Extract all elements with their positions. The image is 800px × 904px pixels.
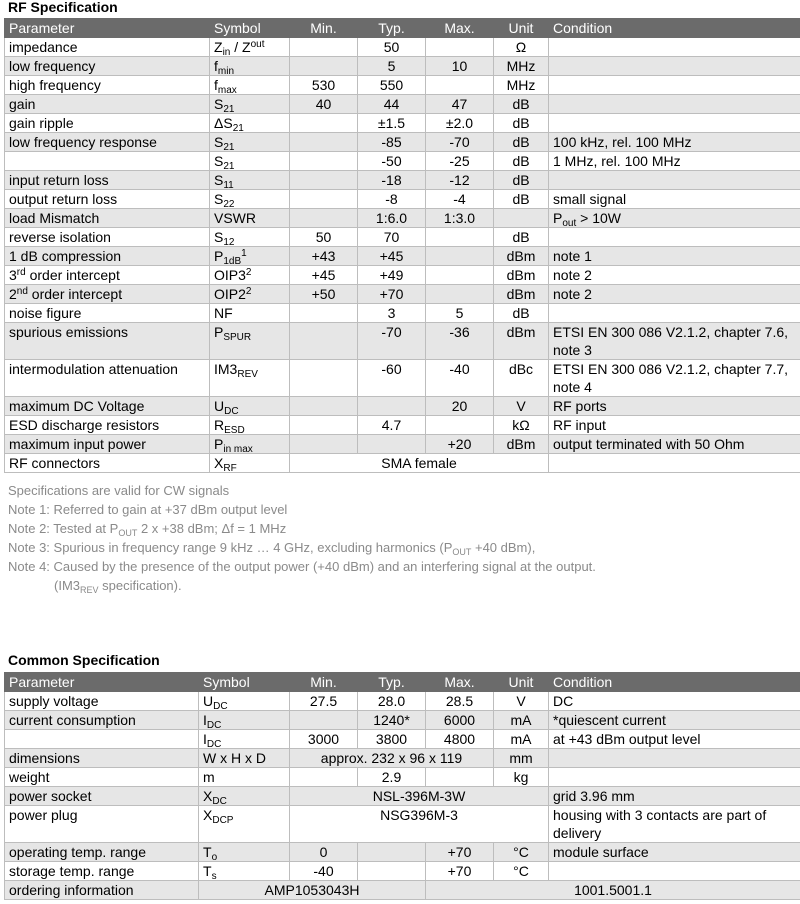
- cell-max: +70: [426, 862, 494, 881]
- common-spec-table: [4, 672, 800, 900]
- cell-condition: [549, 768, 800, 787]
- cell-typ: +49: [358, 266, 426, 285]
- table-row: [5, 38, 800, 57]
- column-header: Parameter: [5, 673, 199, 692]
- rf-spec-table: [4, 18, 800, 473]
- cell-condition: *quiescent current: [549, 711, 800, 730]
- cell-condition: ETSI EN 300 086 V2.1.2, chapter 7.7, note 4: [549, 360, 800, 397]
- cell-max: -70: [426, 133, 494, 152]
- cell-min: [290, 133, 358, 152]
- cell-parameter: power socket: [5, 787, 199, 806]
- cell-unit: dB: [494, 171, 549, 190]
- cell-symbol: $I_{DC}$: [199, 711, 290, 730]
- cell-min: [290, 304, 358, 323]
- cell-max: 6000: [426, 711, 494, 730]
- note-cw: Specifications are valid for CW signals: [8, 483, 230, 498]
- cell-typ: 44: [358, 95, 426, 114]
- table-row: [5, 768, 800, 787]
- cell-max: -40: [426, 360, 494, 397]
- column-header: Unit: [494, 19, 549, 38]
- cell-max: -25: [426, 152, 494, 171]
- cell-typ: -8: [358, 190, 426, 209]
- cell-symbol: $T_o$: [199, 843, 290, 862]
- cell-max: 28.5: [426, 692, 494, 711]
- cell-max: [426, 768, 494, 787]
- table-row: [5, 114, 800, 133]
- cell-unit: dB: [494, 152, 549, 171]
- column-header: Unit: [494, 673, 549, 692]
- cell-symbol: W x H x D: [199, 749, 290, 768]
- cell-parameter: [5, 730, 199, 749]
- cell-unit: dBm: [494, 323, 549, 360]
- table-row: [5, 304, 800, 323]
- note-4-continued: ($IM3_{REV}$ specification).: [54, 578, 182, 595]
- cell-min: [290, 152, 358, 171]
- cell-symbol: $Z_{in} / Z^{out}$: [210, 38, 290, 57]
- cell-condition: [549, 76, 800, 95]
- cell-symbol: $I_{DC}$: [199, 730, 290, 749]
- cell-condition: [549, 57, 800, 76]
- cell-unit: kΩ: [494, 416, 549, 435]
- cell-unit: dBm: [494, 266, 549, 285]
- table-row: [5, 692, 800, 711]
- table-row: [5, 76, 800, 95]
- table-row: [5, 323, 800, 360]
- cell-unit: mA: [494, 730, 549, 749]
- column-header: Symbol: [210, 19, 290, 38]
- column-header: Typ.: [358, 673, 426, 692]
- cell-max: +70: [426, 843, 494, 862]
- column-header: Min.: [290, 19, 358, 38]
- cell-min: +45: [290, 266, 358, 285]
- note-2: Note 2: Tested at $P_{OUT}$ 2 x +38 dBm; Δf = 1 MHz: [8, 521, 287, 538]
- cell-max: [426, 228, 494, 247]
- cell-symbol: $U_{DC}$: [199, 692, 290, 711]
- cell-min: [290, 397, 358, 416]
- cell-unit: dB: [494, 304, 549, 323]
- cell-ordering-code: 1001.5001.1: [426, 881, 800, 900]
- cell-unit: dB: [494, 114, 549, 133]
- table-row: [5, 209, 800, 228]
- table-row: [5, 787, 800, 806]
- cell-parameter: supply voltage: [5, 692, 199, 711]
- cell-parameter: storage temp. range: [5, 862, 199, 881]
- table-row: [5, 152, 800, 171]
- cell-min: [290, 38, 358, 57]
- cell-unit: V: [494, 397, 549, 416]
- cell-typ: [358, 843, 426, 862]
- cell-ordering-number: AMP1053043H: [199, 881, 426, 900]
- cell-value-span: SMA female: [290, 454, 549, 473]
- cell-symbol: $R_{ESD}$: [210, 416, 290, 435]
- cell-condition: ETSI EN 300 086 V2.1.2, chapter 7.6, note 3: [549, 323, 800, 360]
- cell-unit: °C: [494, 843, 549, 862]
- table-row: [5, 133, 800, 152]
- cell-typ: 1:6.0: [358, 209, 426, 228]
- cell-min: 40: [290, 95, 358, 114]
- cell-condition: [549, 171, 800, 190]
- cell-parameter: output return loss: [5, 190, 210, 209]
- cell-unit: °C: [494, 862, 549, 881]
- table-row: [5, 806, 800, 843]
- column-header: Max.: [426, 673, 494, 692]
- cell-parameter: weight: [5, 768, 199, 787]
- cell-parameter: ESD discharge resistors: [5, 416, 210, 435]
- table-row: [5, 57, 800, 76]
- cell-typ: +45: [358, 247, 426, 266]
- cell-condition: 1 MHz, rel. 100 MHz: [549, 152, 800, 171]
- cell-condition: $P_{out} > 10W$: [549, 209, 800, 228]
- cell-max: 1:3.0: [426, 209, 494, 228]
- table-row: [5, 749, 800, 768]
- cell-symbol: $P_{SPUR}$: [210, 323, 290, 360]
- note-3: Note 3: Spurious in frequency range 9 kHz … 4 GHz, excluding harmonics ($P_{OUT} +40$ dBm),: [8, 540, 536, 557]
- table-row: [5, 247, 800, 266]
- cell-condition: [549, 862, 800, 881]
- cell-typ: -60: [358, 360, 426, 397]
- table-row: [5, 190, 800, 209]
- cell-min: [290, 360, 358, 397]
- cell-symbol: $U_{DC}$: [210, 397, 290, 416]
- cell-condition: [549, 114, 800, 133]
- cell-symbol: $X_{DCP}$: [199, 806, 290, 843]
- cell-typ: [358, 862, 426, 881]
- cell-min: 27.5: [290, 692, 358, 711]
- cell-max: 47: [426, 95, 494, 114]
- cell-min: 3000: [290, 730, 358, 749]
- cell-max: [426, 247, 494, 266]
- table-row: [5, 397, 800, 416]
- table-row: [5, 435, 800, 454]
- cell-symbol: $S_{21}$: [210, 152, 290, 171]
- cell-parameter: dimensions: [5, 749, 199, 768]
- table-row: [5, 881, 800, 900]
- cell-symbol: $P_{in max}$: [210, 435, 290, 454]
- table-row: [5, 862, 800, 881]
- cell-unit: dBc: [494, 360, 549, 397]
- cell-max: 10: [426, 57, 494, 76]
- cell-symbol: $T_s$: [199, 862, 290, 881]
- cell-typ: 2.9: [358, 768, 426, 787]
- cell-symbol: $X_{RF}$: [210, 454, 290, 473]
- cell-max: -36: [426, 323, 494, 360]
- cell-parameter: input return loss: [5, 171, 210, 190]
- cell-unit: dB: [494, 133, 549, 152]
- column-header: Max.: [426, 19, 494, 38]
- common-spec-title: Common Specification: [8, 652, 160, 668]
- cell-symbol: $P_{1dB}^1$: [210, 247, 290, 266]
- cell-condition: small signal: [549, 190, 800, 209]
- cell-parameter: noise figure: [5, 304, 210, 323]
- cell-typ: 4.7: [358, 416, 426, 435]
- cell-unit: mA: [494, 711, 549, 730]
- cell-min: 50: [290, 228, 358, 247]
- cell-symbol: $f_{max}$: [210, 76, 290, 95]
- cell-parameter: gain: [5, 95, 210, 114]
- cell-symbol: $S_{22}$: [210, 190, 290, 209]
- cell-unit: dB: [494, 95, 549, 114]
- cell-max: [426, 285, 494, 304]
- cell-max: -4: [426, 190, 494, 209]
- cell-typ: 70: [358, 228, 426, 247]
- cell-condition: note 2: [549, 266, 800, 285]
- cell-unit: dBm: [494, 285, 549, 304]
- cell-condition: note 1: [549, 247, 800, 266]
- cell-value-span: NSL-396M-3W: [290, 787, 549, 806]
- cell-parameter: maximum input power: [5, 435, 210, 454]
- cell-parameter: power plug: [5, 806, 199, 843]
- cell-max: +20: [426, 435, 494, 454]
- table-row: [5, 416, 800, 435]
- column-header: Min.: [290, 673, 358, 692]
- cell-typ: [358, 397, 426, 416]
- cell-symbol: NF: [210, 304, 290, 323]
- cell-symbol: $OIP2^2$: [210, 285, 290, 304]
- cell-max: 5: [426, 304, 494, 323]
- cell-unit: kg: [494, 768, 549, 787]
- cell-symbol: VSWR: [210, 209, 290, 228]
- cell-unit: dB: [494, 190, 549, 209]
- cell-symbol: $S_{21}$: [210, 95, 290, 114]
- cell-typ: 550: [358, 76, 426, 95]
- cell-condition: [549, 454, 800, 473]
- cell-parameter: operating temp. range: [5, 843, 199, 862]
- cell-min: [290, 416, 358, 435]
- cell-symbol: $S_{21}$: [210, 133, 290, 152]
- cell-max: 20: [426, 397, 494, 416]
- cell-min: -40: [290, 862, 358, 881]
- cell-condition: module surface: [549, 843, 800, 862]
- note-1: Note 1: Referred to gain at +37 dBm output level: [8, 502, 288, 517]
- cell-parameter: [5, 152, 210, 171]
- cell-min: [290, 435, 358, 454]
- cell-condition: DC: [549, 692, 800, 711]
- cell-parameter: ordering information: [5, 881, 199, 900]
- cell-unit: dB: [494, 228, 549, 247]
- cell-unit: Ω: [494, 38, 549, 57]
- cell-parameter: gain ripple: [5, 114, 210, 133]
- table-row: [5, 843, 800, 862]
- cell-parameter: 1 dB compression: [5, 247, 210, 266]
- cell-unit: dBm: [494, 247, 549, 266]
- table-row: [5, 95, 800, 114]
- cell-typ: 5: [358, 57, 426, 76]
- cell-min: +50: [290, 285, 358, 304]
- cell-typ: 50: [358, 38, 426, 57]
- cell-min: +43: [290, 247, 358, 266]
- cell-max: [426, 266, 494, 285]
- cell-max: 4800: [426, 730, 494, 749]
- cell-typ: 3800: [358, 730, 426, 749]
- table-row: [5, 711, 800, 730]
- cell-max: ±2.0: [426, 114, 494, 133]
- cell-condition: at +43 dBm output level: [549, 730, 800, 749]
- cell-condition: grid 3.96 mm: [549, 787, 800, 806]
- cell-parameter: RF connectors: [5, 454, 210, 473]
- table-row: [5, 171, 800, 190]
- cell-value-span: NSG396M-3: [290, 806, 549, 843]
- cell-condition: note 2: [549, 285, 800, 304]
- cell-symbol: m: [199, 768, 290, 787]
- cell-typ: 28.0: [358, 692, 426, 711]
- cell-typ: -18: [358, 171, 426, 190]
- table-row: [5, 285, 800, 304]
- cell-min: 530: [290, 76, 358, 95]
- cell-min: [290, 209, 358, 228]
- cell-symbol: $IM3_{REV}$: [210, 360, 290, 397]
- cell-parameter: low frequency: [5, 57, 210, 76]
- cell-min: [290, 171, 358, 190]
- cell-typ: +70: [358, 285, 426, 304]
- cell-condition: [549, 228, 800, 247]
- table-row: [5, 730, 800, 749]
- cell-typ: 1240*: [358, 711, 426, 730]
- cell-parameter: maximum DC Voltage: [5, 397, 210, 416]
- note-4: Note 4: Caused by the presence of the output power (+40 dBm) and an interfering signal at the output.: [8, 559, 596, 574]
- cell-parameter: impedance: [5, 38, 210, 57]
- cell-symbol: $f_{min}$: [210, 57, 290, 76]
- table-row: [5, 228, 800, 247]
- cell-min: [290, 114, 358, 133]
- cell-symbol: $\Delta S_{21}$: [210, 114, 290, 133]
- cell-parameter: high frequency: [5, 76, 210, 95]
- cell-symbol: $S_{11}$: [210, 171, 290, 190]
- cell-unit: MHz: [494, 57, 549, 76]
- cell-symbol: $OIP3^2$: [210, 266, 290, 285]
- cell-min: [290, 711, 358, 730]
- cell-min: 0: [290, 843, 358, 862]
- table-row: [5, 454, 800, 473]
- cell-max: [426, 76, 494, 95]
- cell-typ: -70: [358, 323, 426, 360]
- cell-parameter: load Mismatch: [5, 209, 210, 228]
- cell-condition: output terminated with 50 Ohm: [549, 435, 800, 454]
- cell-condition: [549, 304, 800, 323]
- cell-typ: ±1.5: [358, 114, 426, 133]
- cell-condition: 100 kHz, rel. 100 MHz: [549, 133, 800, 152]
- cell-condition: [549, 749, 800, 768]
- cell-condition: [549, 38, 800, 57]
- cell-min: [290, 323, 358, 360]
- column-header: Symbol: [199, 673, 290, 692]
- cell-max: [426, 416, 494, 435]
- rf-notes: [8, 481, 596, 595]
- rf-spec-title: RF Specification: [8, 0, 118, 15]
- cell-unit: dBm: [494, 435, 549, 454]
- table-row: [5, 360, 800, 397]
- cell-typ: -50: [358, 152, 426, 171]
- cell-parameter: intermodulation attenuation: [5, 360, 210, 397]
- cell-condition: [549, 95, 800, 114]
- cell-value-span: approx. 232 x 96 x 119: [290, 749, 494, 768]
- cell-max: -12: [426, 171, 494, 190]
- cell-symbol: $X_{DC}$: [199, 787, 290, 806]
- cell-max: [426, 38, 494, 57]
- cell-symbol: $S_{12}$: [210, 228, 290, 247]
- cell-condition: RF input: [549, 416, 800, 435]
- cell-condition: housing with 3 contacts are part of delivery: [549, 806, 800, 843]
- cell-min: [290, 57, 358, 76]
- column-header: Condition: [549, 19, 800, 38]
- cell-parameter: 2nd order intercept: [5, 285, 210, 304]
- cell-unit: V: [494, 692, 549, 711]
- cell-parameter: low frequency response: [5, 133, 210, 152]
- cell-unit: mm: [494, 749, 549, 768]
- cell-typ: 3: [358, 304, 426, 323]
- column-header: Condition: [549, 673, 800, 692]
- cell-parameter: reverse isolation: [5, 228, 210, 247]
- column-header: Typ.: [358, 19, 426, 38]
- cell-parameter: spurious emissions: [5, 323, 210, 360]
- cell-parameter: 3rd order intercept: [5, 266, 210, 285]
- cell-min: [290, 768, 358, 787]
- cell-condition: RF ports: [549, 397, 800, 416]
- cell-parameter: current consumption: [5, 711, 199, 730]
- cell-unit: MHz: [494, 76, 549, 95]
- cell-min: [290, 190, 358, 209]
- cell-unit: [494, 209, 549, 228]
- cell-typ: -85: [358, 133, 426, 152]
- column-header: Parameter: [5, 19, 210, 38]
- cell-typ: [358, 435, 426, 454]
- table-row: [5, 266, 800, 285]
